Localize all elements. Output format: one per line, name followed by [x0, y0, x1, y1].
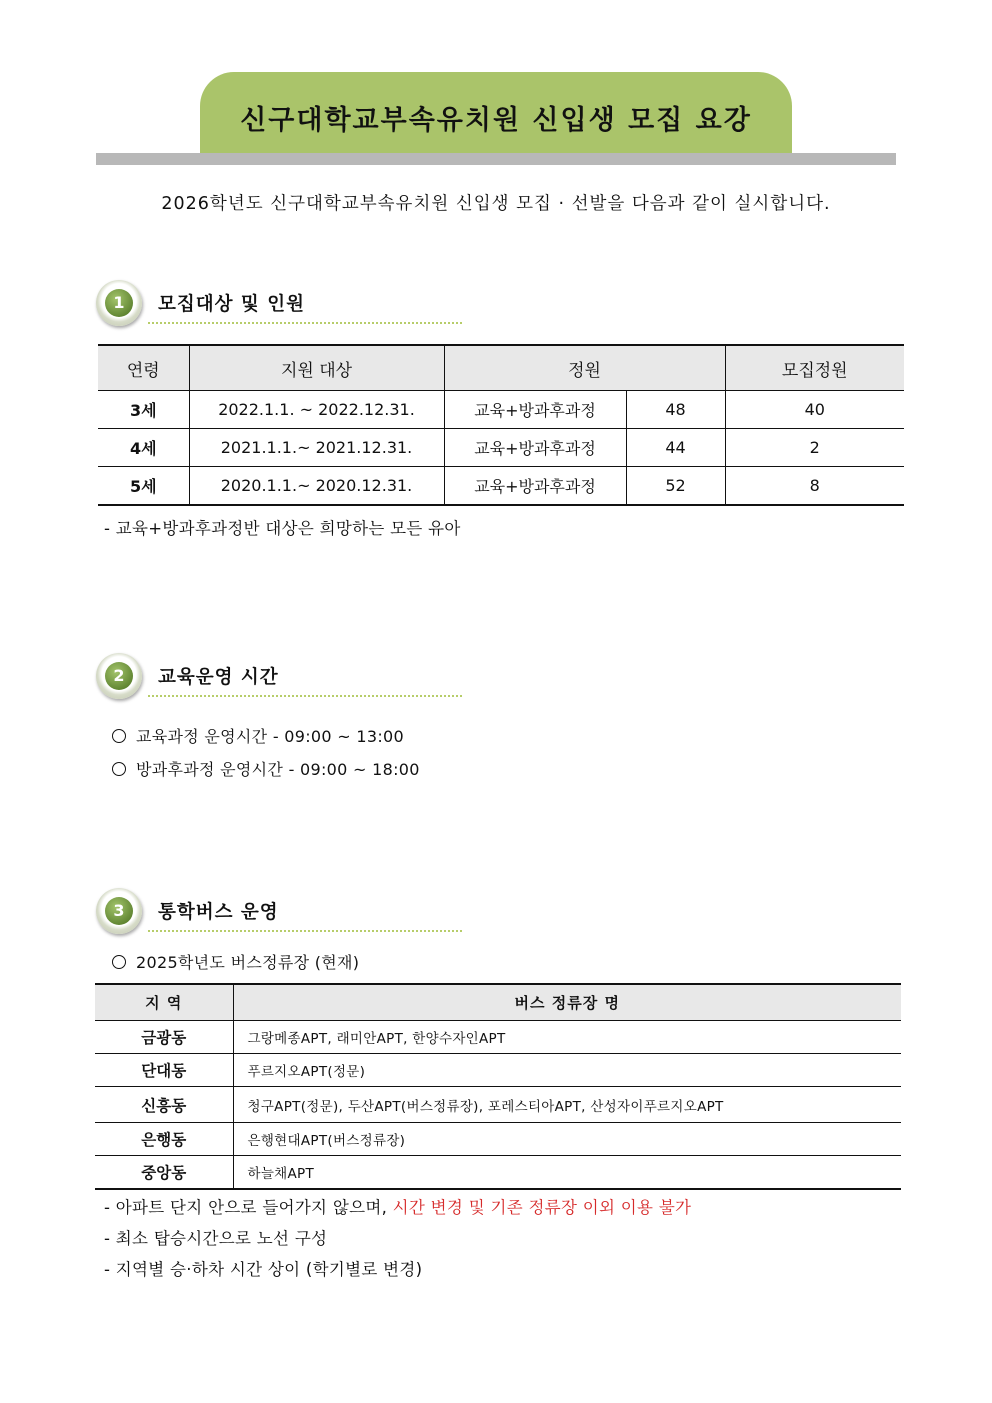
period-cell: 2021.1.1.~ 2021.12.31.	[189, 429, 444, 467]
page-title: 신구대학교부속유치원 신입생 모집 요강	[240, 105, 752, 136]
recruit-cell: 8	[725, 467, 904, 506]
circle-bullet-icon	[112, 762, 126, 776]
recruit-cell: 40	[725, 391, 904, 429]
section-title: 교육운영 시간	[158, 667, 279, 688]
bus-note-1-text: - 아파트 단지 안으로 들어가지 않으며,	[104, 1198, 393, 1217]
stops-cell: 청구APT(정문), 두산APT(버스정류장), 포레스티아APT, 산성자이푸르지오APT	[233, 1087, 901, 1123]
header-bus-stops: 버스 정류장 명	[233, 984, 901, 1021]
recruit-cell: 2	[725, 429, 904, 467]
table-row	[95, 1087, 901, 1123]
section-divider	[148, 930, 462, 932]
recruitment-table	[98, 344, 904, 506]
intro-text: 2026학년도 신구대학교부속유치원 신입생 모집 · 선발을 다음과 같이 실시합니다.	[161, 194, 831, 214]
table-row	[95, 1054, 901, 1087]
list-item-text: 교육과정 운영시간 - 09:00 ~ 13:00	[136, 727, 404, 746]
table-header-row	[98, 345, 904, 391]
region-cell: 중앙동	[95, 1156, 233, 1190]
section-number-badge	[96, 888, 142, 934]
section-title: 통학버스 운영	[158, 902, 279, 923]
age-cell: 5세	[98, 467, 189, 506]
section-number-badge	[96, 653, 142, 699]
section-number: 1	[105, 289, 133, 317]
age-cell: 3세	[98, 391, 189, 429]
section-divider	[148, 322, 462, 324]
stops-cell: 하늘채APT	[233, 1156, 901, 1190]
region-cell: 금광동	[95, 1021, 233, 1054]
section-divider	[148, 695, 462, 697]
section-3-header	[96, 888, 476, 936]
period-cell: 2020.1.1.~ 2020.12.31.	[189, 467, 444, 506]
section-1-header	[96, 280, 476, 328]
list-item-text: 방과후과정 운영시간 - 09:00 ~ 18:00	[136, 760, 420, 779]
age-cell: 4세	[98, 429, 189, 467]
region-cell: 신흥동	[95, 1087, 233, 1123]
program-cell: 교육+방과후과정	[444, 391, 626, 429]
stops-cell: 은행현대APT(버스정류장)	[233, 1123, 901, 1156]
table-row	[98, 391, 904, 429]
circle-bullet-icon	[112, 955, 126, 969]
table-row	[95, 1156, 901, 1190]
region-cell: 은행동	[95, 1123, 233, 1156]
section-1-note: - 교육+방과후과정반 대상은 희망하는 모든 유아	[104, 519, 461, 538]
header-region: 지 역	[95, 984, 233, 1021]
section-title: 모집대상 및 인원	[158, 294, 305, 315]
table-row	[98, 467, 904, 506]
period-cell: 2022.1.1. ~ 2022.12.31.	[189, 391, 444, 429]
list-item	[112, 724, 404, 747]
section-number: 3	[105, 897, 133, 925]
list-item-text: 2025학년도 버스정류장 (현재)	[136, 953, 360, 972]
bus-stop-table	[95, 983, 901, 1190]
header-capacity: 정원	[444, 345, 725, 391]
region-cell: 단대동	[95, 1054, 233, 1087]
section-number: 2	[105, 662, 133, 690]
bus-note-3: - 지역별 승·하차 시간 상이 (학기별로 변경)	[104, 1260, 423, 1279]
program-cell: 교육+방과후과정	[444, 429, 626, 467]
capacity-cell: 44	[626, 429, 725, 467]
program-cell: 교육+방과후과정	[444, 467, 626, 506]
circle-bullet-icon	[112, 729, 126, 743]
list-item	[112, 757, 420, 780]
header-recruit: 모집정원	[725, 345, 904, 391]
header-eligibility: 지원 대상	[189, 345, 444, 391]
capacity-cell: 52	[626, 467, 725, 506]
bus-note-1	[104, 1194, 691, 1218]
list-item	[112, 950, 359, 973]
header-age: 연령	[98, 345, 189, 391]
section-2-header	[96, 653, 476, 701]
title-underline-bar	[96, 153, 896, 165]
table-row	[95, 1123, 901, 1156]
stops-cell: 푸르지오APT(정문)	[233, 1054, 901, 1087]
bus-note-1-highlight: 시간 변경 및 기존 정류장 이외 이용 불가	[392, 1198, 692, 1217]
capacity-cell: 48	[626, 391, 725, 429]
table-row	[95, 1021, 901, 1054]
table-header-row	[95, 984, 901, 1021]
stops-cell: 그랑메종APT, 래미안APT, 한양수자인APT	[233, 1021, 901, 1054]
table-row	[98, 429, 904, 467]
section-number-badge	[96, 280, 142, 326]
bus-note-2: - 최소 탑승시간으로 노선 구성	[104, 1229, 328, 1248]
